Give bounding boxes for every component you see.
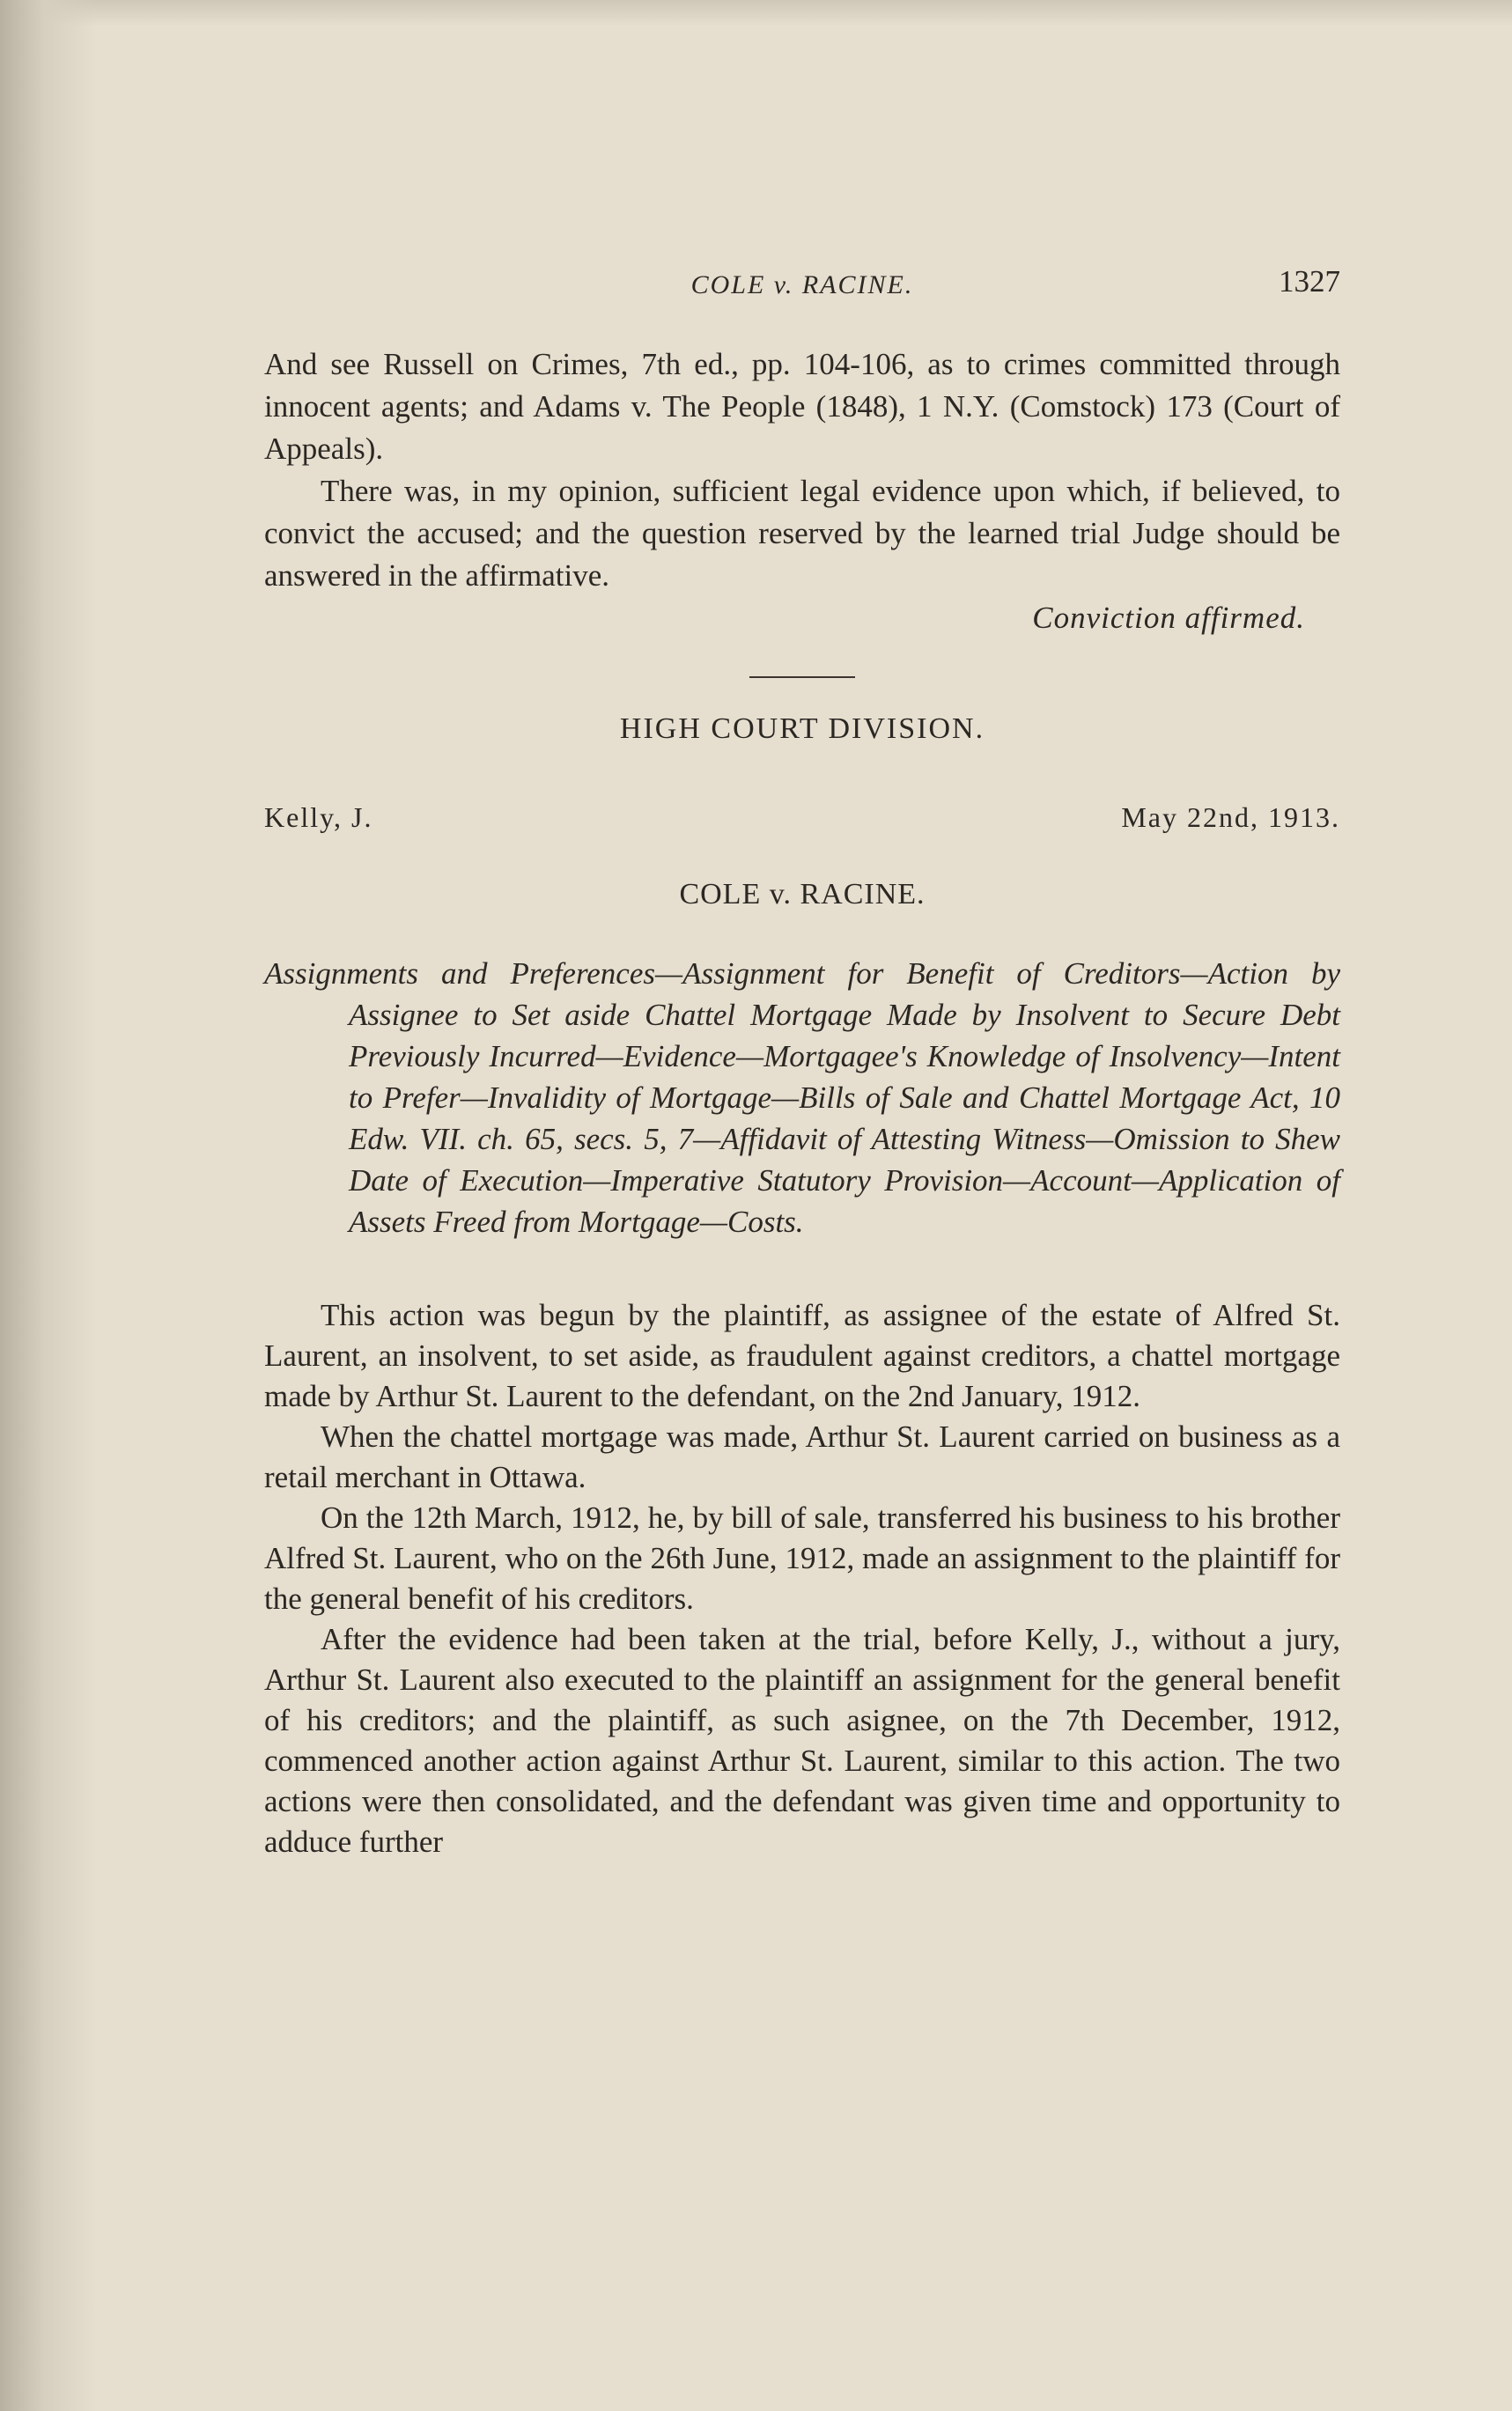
division-heading: HIGH COURT DIVISION. [619,712,985,745]
body-text [264,1295,1340,1862]
running-head [264,255,1340,308]
body-paragraph-1: This action was begun by the plaintiff, as assignee of the estate of Alfred St. Laurent, an insolvent, to set aside, as fraudulent against creditors, a chattel mortgage made by Arthur St. Laurent to the defendant, on the 2nd January, 1912. [264,1298,1340,1413]
page-number: 1327 [1279,264,1340,299]
opening-paragraph-1: And see Russell on Crimes, 7th ed., pp. 104-106, as to crimes committed through innocent agents; and Adams v. The People (1848), 1 N.Y. (Comstock) 173 (Court of Appeals). [264,347,1340,466]
section-rule [749,676,855,678]
page-top-shadow [0,0,1512,26]
body-paragraph-2: When the chattel mortgage was made, Arthur St. Laurent carried on business as a retail merchant in Ottawa. [264,1419,1340,1494]
headnote: Assignments and Preferences—Assignment for Benefit of Creditors—Action by Assignee to Set aside Chattel Mortgage Made by Insolvent to Secure Debt Previously Incurred—Evidence—Mortgagee's Knowledge of Insolvency—Intent to Prefer—Invalidity of Mortgage—Bills of Sale and Chattel Mortgage Act, 10 Edw. VII. ch. 65, secs. 5, 7—Affidavit of Attesting Witness—Omission to Shew Date of Execution—Imperative Statutory Provision—Account—Application of Assets Freed from Mortgage—Costs. [264,956,1340,1239]
book-page [264,255,1340,1862]
running-title: COLE v. RACINE. [690,270,914,299]
body-paragraph-3: On the 12th March, 1912, he, by bill of sale, transferred his business to his brother Alfred St. Laurent, who on the 26th June, 1912, made an assignment to the plaintiff for the general benefit of his creditors. [264,1500,1340,1616]
decision-date: May 22nd, 1913. [1121,801,1340,833]
body-paragraph-4: After the evidence had been taken at the trial, before Kelly, J., without a jury, Arthur St. Laurent also executed to the plaintiff an assignment for the general benefit of his creditors; and the plaintiff, as such asignee, on the 7th December, 1912, commenced another action against Arthur St. Laurent, similar to this action. The two actions were then consolidated, and the defendant was given time and opportunity to adduce further [264,1622,1340,1859]
judge-date-line [264,796,1340,838]
disposition: Conviction affirmed. [1032,601,1305,635]
opening-paragraph-2: There was, in my opinion, sufficient legal evidence upon which, if believed, to convict the accused; and the question reserved by the learned trial Judge should be answered in the affirmative. [264,474,1340,593]
binding-shadow [0,0,97,2411]
case-title: COLE v. RACINE. [679,878,926,911]
judge-name: Kelly, J. [264,801,373,833]
